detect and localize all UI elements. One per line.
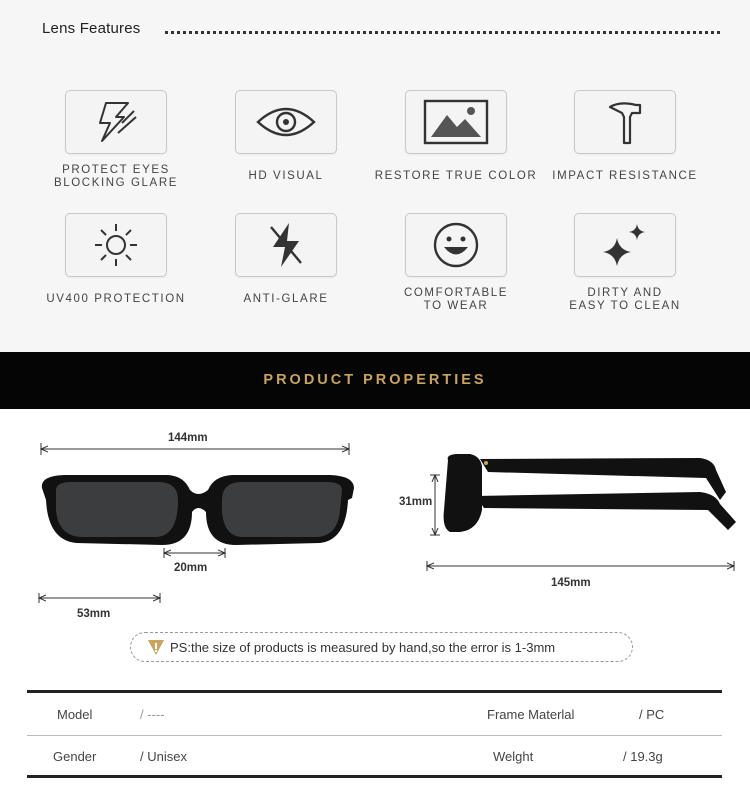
feature-comfortable xyxy=(371,213,541,313)
spec-frame-value: / PC xyxy=(639,707,665,722)
measurement-note xyxy=(130,632,633,662)
dimension-lens-height: 31mm xyxy=(399,496,433,508)
feature-label: IMPACT RESISTANCE xyxy=(552,170,698,182)
dimension-bridge: 20mm xyxy=(174,562,208,574)
feature-protect-eyes xyxy=(31,90,201,190)
landscape-picture-icon xyxy=(423,99,489,145)
anti-glare-icon xyxy=(261,219,311,271)
product-properties-banner xyxy=(0,352,750,409)
banner-title: PRODUCT PROPERTIES xyxy=(263,372,487,388)
feature-label: RESTORE TRUE COLOR xyxy=(374,170,538,182)
note-text: PS:the size of products is measured by hand,so the error is 1-3mm xyxy=(170,639,556,655)
spec-divider xyxy=(27,735,722,736)
feature-label: UV400 PROTECTION xyxy=(46,293,186,305)
sun-icon xyxy=(91,220,141,270)
dotted-divider xyxy=(165,31,720,34)
glasses-side-view xyxy=(444,454,736,532)
feature-label: COMFORTABLE TO WEAR xyxy=(403,287,509,312)
lens-features-section xyxy=(0,0,750,352)
feature-impact-resistance xyxy=(540,90,710,183)
feature-true-color xyxy=(371,90,541,183)
dimension-total-width: 144mm xyxy=(168,432,208,444)
spec-model-label: Model xyxy=(57,707,93,722)
spec-table xyxy=(27,690,722,778)
feature-anti-glare xyxy=(201,213,371,306)
spec-weight-label: Welght xyxy=(493,749,534,764)
feature-easy-clean xyxy=(540,213,710,313)
lightning-shield-icon xyxy=(88,97,144,147)
feature-label: HD VISUAL xyxy=(248,170,324,182)
sparkle-icon xyxy=(597,220,653,270)
warning-icon xyxy=(147,638,165,656)
dimension-lens-width: 53mm xyxy=(77,608,111,620)
spec-gender-label: Gender xyxy=(53,749,97,764)
lens-features-title: Lens Features xyxy=(42,20,141,37)
dimension-temple-length: 145mm xyxy=(551,577,591,589)
dimension-diagram xyxy=(0,409,750,631)
hammer-icon xyxy=(600,97,650,147)
spec-model-value: / ---- xyxy=(140,707,165,722)
feature-label: PROTECT EYES BLOCKING GLARE xyxy=(53,164,178,189)
feature-label: ANTI-GLARE xyxy=(243,293,329,305)
feature-hd-visual xyxy=(201,90,371,183)
spec-weight-value: / 19.3g xyxy=(623,749,663,764)
feature-uv400 xyxy=(31,213,201,306)
spec-gender-value: / Unisex xyxy=(140,749,187,764)
smiley-icon xyxy=(431,220,481,270)
glasses-front-view xyxy=(42,475,354,545)
eye-icon xyxy=(254,102,318,142)
spec-frame-label: Frame Materlal xyxy=(487,707,575,722)
feature-label: DIRTY AND EASY TO CLEAN xyxy=(569,287,681,312)
